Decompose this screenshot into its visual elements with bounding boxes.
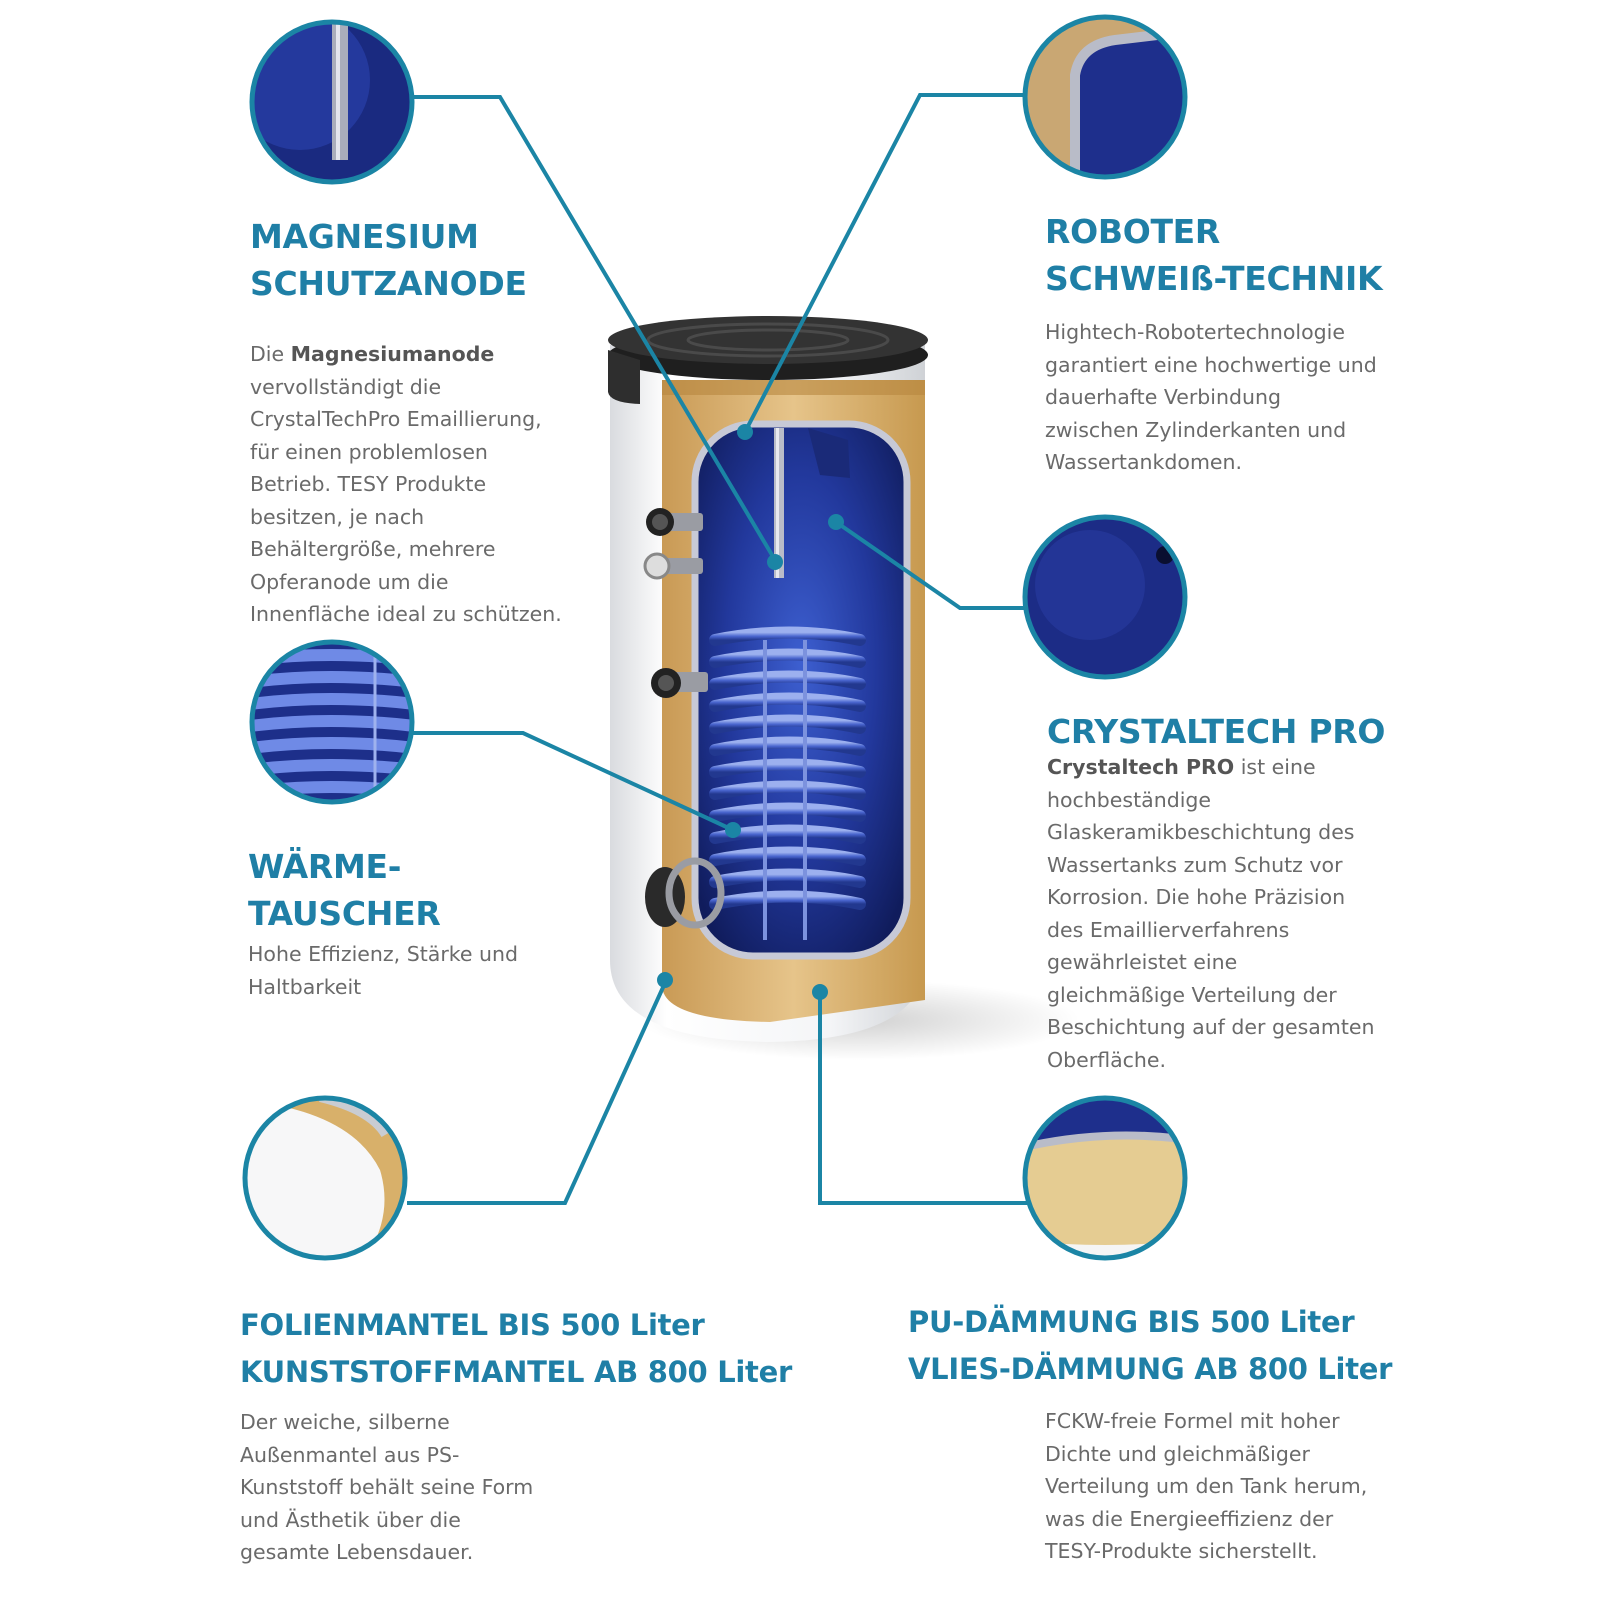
heat-exchanger-coil-closeup-icon	[250, 640, 415, 805]
roboter-desc-line: garantiert eine hochwertige und	[1045, 352, 1377, 377]
magnesium-title-line: MAGNESIUM	[250, 217, 479, 256]
roboter-title	[1045, 208, 1382, 302]
crystaltech-description	[1047, 751, 1374, 1076]
magnesium-desc-bold: Magnesiumanode	[290, 342, 495, 366]
robot-weld-seam-closeup-icon	[1025, 17, 1200, 180]
magnesium-desc-line: für einen problemlosen	[250, 439, 488, 464]
daemmung-desc-line: Verteilung um den Tank herum,	[1045, 1474, 1368, 1498]
crystaltech-desc-line: Glaskeramikbeschichtung des	[1047, 820, 1355, 844]
folienmantel-description	[240, 1406, 533, 1569]
magnesium-anode-closeup-icon	[230, 10, 412, 182]
outer-jacket-closeup-icon	[240, 1098, 405, 1265]
magnesium-desc-line: Betrieb. TESY Produkte	[250, 472, 487, 496]
crystaltech-desc-line: gleichmäßige Verteilung der	[1047, 982, 1337, 1007]
folienmantel-desc-line: und Ästhetik über die	[240, 1507, 461, 1532]
waermetauscher-description	[248, 938, 518, 1003]
callout-line-folienmantel	[407, 983, 665, 1203]
roboter-desc-line: Wassertankdomen.	[1045, 450, 1243, 474]
folienmantel-title-line: KUNSTSTOFFMANTEL AB 800 Liter	[240, 1355, 792, 1389]
folienmantel-desc-line: Außenmantel aus PS-	[240, 1442, 460, 1467]
waermetauscher-desc-line: Haltbarkeit	[248, 974, 362, 999]
roboter-desc-line: dauerhafte Verbindung	[1045, 385, 1282, 409]
folienmantel-title-line: FOLIENMANTEL BIS 500 Liter	[240, 1308, 705, 1342]
tank	[608, 316, 928, 1042]
crystaltech-desc-line: des Emaillierverfahrens	[1047, 917, 1290, 942]
daemmung-title-line: PU-DÄMMUNG BIS 500 Liter	[908, 1305, 1355, 1339]
magnesium-desc-line: Innenfläche ideal zu schützen.	[250, 602, 562, 626]
magnesium-desc-line: besitzen, je nach	[250, 504, 425, 529]
daemmung-title	[908, 1299, 1392, 1393]
roboter-desc-line: zwischen Zylinderkanten und	[1045, 417, 1347, 442]
crystaltech-desc-line: Korrosion. Die hohe Präzision	[1047, 885, 1346, 909]
magnesium-description	[250, 338, 562, 631]
crystaltech-desc-bold: Crystaltech PRO	[1047, 755, 1235, 779]
waermetauscher-title-line: TAUSCHER	[248, 894, 441, 933]
folienmantel-title	[240, 1302, 792, 1396]
crystaltech-desc-line: Wassertanks zum Schutz vor	[1047, 852, 1343, 877]
roboter-title-line: ROBOTER	[1045, 212, 1221, 251]
roboter-description	[1045, 316, 1377, 479]
folienmantel-desc-line: Kunststoff behält seine Form	[240, 1475, 534, 1499]
daemmung-desc-line: TESY-Produkte sicherstellt.	[1045, 1539, 1318, 1563]
daemmung-desc-line: Dichte und gleichmäßiger	[1045, 1441, 1310, 1466]
crystaltech-desc-line: gewährleistet eine	[1047, 950, 1238, 974]
daemmung-description	[1045, 1405, 1367, 1568]
magnesium-title-line: SCHUTZANODE	[250, 264, 527, 303]
crystaltech-desc-line: Crystaltech PRO ist eine	[1047, 755, 1316, 779]
folienmantel-desc-line: Der weiche, silberne	[240, 1410, 450, 1434]
roboter-title-line: SCHWEIß-TECHNIK	[1045, 259, 1383, 298]
crystaltech-desc-line: Beschichtung auf der gesamten	[1047, 1015, 1375, 1039]
crystaltech-desc-line: Oberfläche.	[1047, 1047, 1167, 1072]
magnesium-desc-line: Die Magnesiumanode	[250, 342, 495, 366]
crystaltech-title	[1047, 708, 1385, 755]
folienmantel-desc-line: gesamte Lebensdauer.	[240, 1540, 474, 1564]
waermetauscher-desc-line: Hohe Effizienz, Stärke und	[248, 942, 519, 966]
crystaltech-title-line: CRYSTALTECH PRO	[1047, 712, 1386, 751]
crystaltech-desc-line: hochbeständige	[1047, 787, 1212, 812]
waermetauscher-title	[248, 843, 440, 937]
roboter-desc-line: Hightech-Robotertechnologie	[1045, 320, 1345, 344]
magnesium-desc-line: Opferanode um die	[250, 569, 449, 594]
enamel-coating-closeup-icon	[1025, 517, 1185, 677]
daemmung-desc-line: FCKW-freie Formel mit hoher	[1045, 1409, 1340, 1433]
magnesium-desc-line: CrystalTechPro Emaillierung,	[250, 407, 542, 431]
daemmung-title-line: VLIES-DÄMMUNG AB 800 Liter	[908, 1352, 1393, 1386]
waermetauscher-title-line: WÄRME-	[248, 847, 402, 886]
magnesium-desc-line: Behältergröße, mehrere	[250, 537, 496, 561]
magnesium-title	[250, 213, 527, 307]
pu-insulation-closeup-icon	[1020, 1095, 1190, 1270]
magnesium-desc-line: vervollständigt die	[250, 374, 442, 399]
daemmung-desc-line: was die Energieeffizienz der	[1045, 1506, 1334, 1531]
